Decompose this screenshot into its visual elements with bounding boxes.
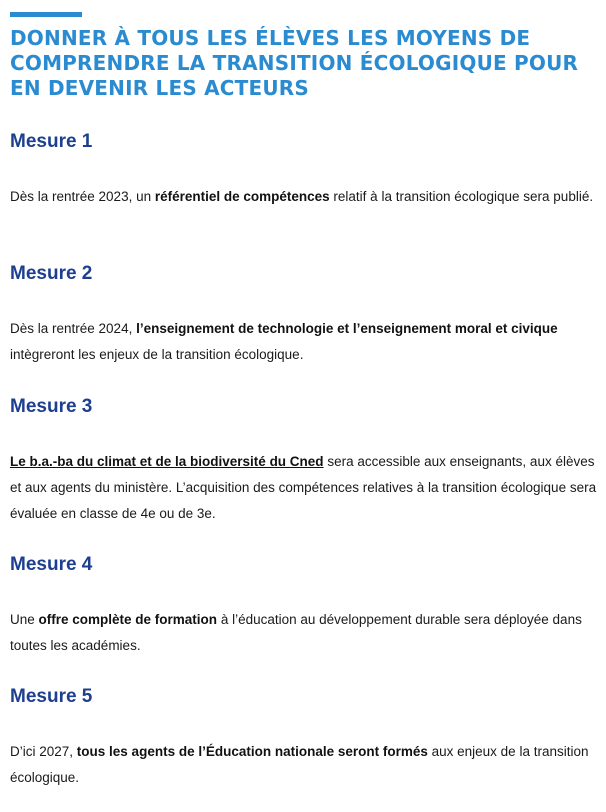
page-title: DONNER À TOUS LES ÉLÈVES LES MOYENS DE COMPRENDRE LA TRANSITION ÉCOLOGIQUE POUR EN DEVENIR LES ACTEURS bbox=[10, 26, 579, 100]
mesure-5-text-after: aux enjeux de la transition écologique. bbox=[10, 744, 589, 785]
mesure-2-text-after: intègreront les enjeux de la transition écologique. bbox=[10, 347, 304, 362]
mesure-3-section bbox=[10, 395, 600, 527]
mesure-1-section bbox=[10, 130, 600, 210]
mesure-2-section bbox=[10, 262, 600, 368]
mesure-1-heading: Mesure 1 bbox=[10, 131, 93, 152]
mesure-3-text-after: sera accessible aux enseignants, aux élèves et aux agents du ministère. L’acquisition des compétences relatives à la transition écologique sera évaluée en classe de 4e ou de 3e. bbox=[10, 454, 597, 521]
mesure-4-text-before: Une bbox=[10, 612, 39, 627]
mesure-2-text-bold: l’enseignement de technologie et l’enseignement moral et civique bbox=[136, 321, 558, 336]
cned-climat-link[interactable]: Le b.a.-ba du climat et de la biodiversité du Cned bbox=[10, 454, 324, 469]
mesure-3-heading: Mesure 3 bbox=[10, 396, 93, 417]
mesure-4-heading: Mesure 4 bbox=[10, 554, 93, 575]
mesure-5-section bbox=[10, 685, 600, 791]
mesure-1-text-before: Dès la rentrée 2023, un bbox=[10, 189, 155, 204]
mesure-5-text-bold: tous les agents de l’Éducation nationale seront formés bbox=[76, 744, 428, 759]
mesure-3-text bbox=[10, 449, 600, 527]
mesure-2-heading: Mesure 2 bbox=[10, 263, 93, 284]
mesure-5-text-before: D’ici 2027, bbox=[10, 744, 77, 759]
mesure-4-text-bold: offre complète de formation bbox=[38, 612, 218, 627]
mesure-5-heading: Mesure 5 bbox=[10, 686, 93, 707]
mesure-1-text-after: relatif à la transition écologique sera publié. bbox=[329, 189, 594, 204]
mesure-2-text-before: Dès la rentrée 2024, bbox=[10, 321, 137, 336]
mesure-1-text-bold: référentiel de compétences bbox=[154, 189, 330, 204]
title-accent-bar bbox=[10, 12, 82, 17]
mesure-2-text bbox=[10, 316, 600, 368]
mesure-5-text bbox=[10, 739, 600, 791]
mesure-1-text bbox=[10, 184, 600, 210]
mesure-4-text-after: à l’éducation au développement durable sera déployée dans toutes les académies. bbox=[10, 612, 582, 653]
mesure-4-text bbox=[10, 607, 600, 659]
mesure-4-section bbox=[10, 553, 600, 659]
